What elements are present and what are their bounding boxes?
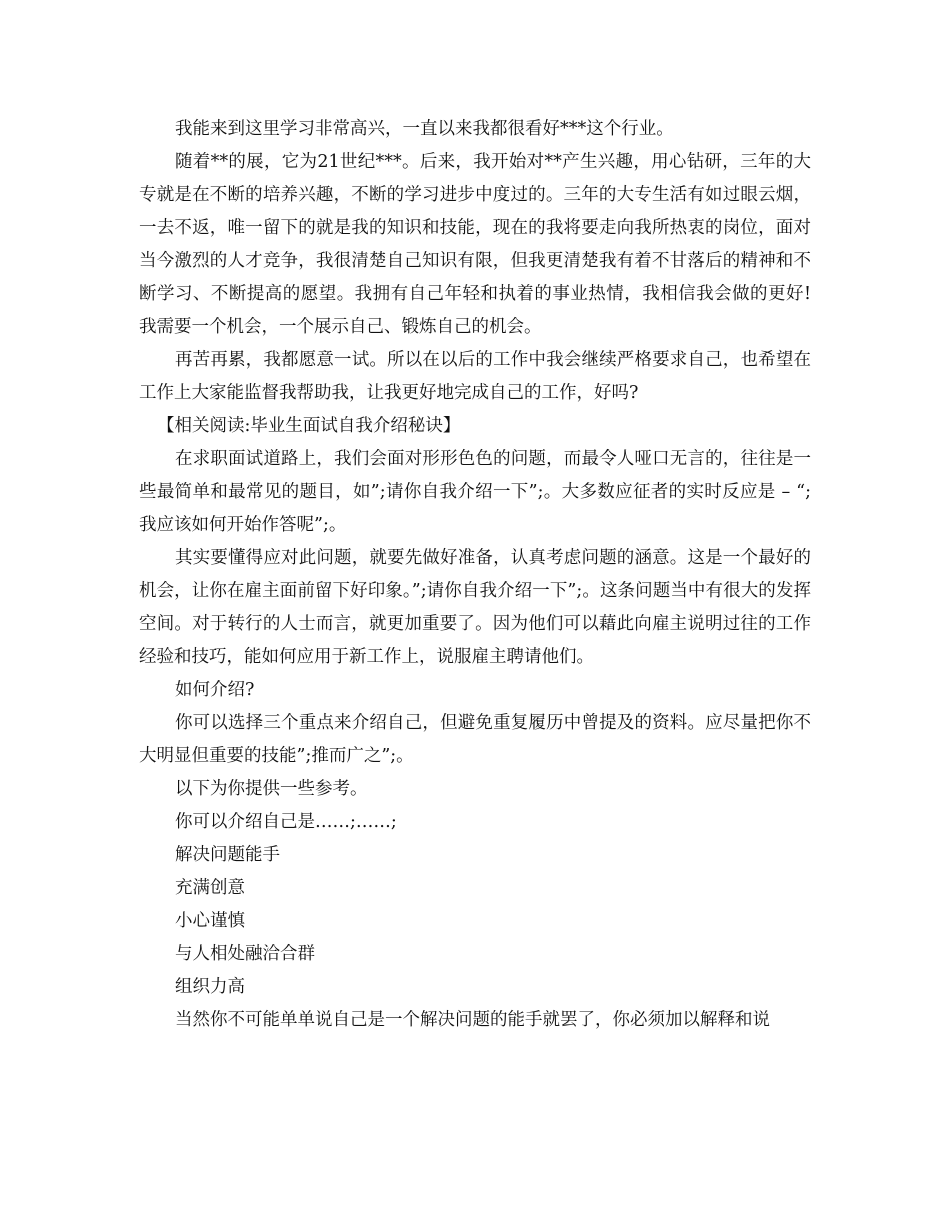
paragraph-commitment: 再苦再累，我都愿意一试。所以在以后的工作中我会继续严格要求自己，也希望在工作上大家能监督我帮助我，让我更好地完成自己的工作，好吗? (139, 350, 811, 403)
paragraph-introduce-yourself-as: 你可以介绍自己是……;……; (175, 812, 397, 832)
paragraph-interview-question: 在求职面试道路上，我们会面对形形色色的问题，而最令人哑口无言的，往往是一些最简单和最常见的题目，如”;请你自我介绍一下”;。大多数应征者的实时反应是 – “;我应该如何开始作答呢”;。 (139, 449, 811, 535)
list-item-careful: 小心谨慎 (175, 911, 245, 931)
paragraph-explanation: 当然你不可能单单说自己是一个解决问题的能手就罢了，你必须加以解释和说 (175, 1010, 770, 1030)
paragraph-three-points: 你可以选择三个重点来介绍自己，但避免重复履历中曾提及的资料。应尽量把你不大明显但重要的技能”;推而广之”;。 (139, 713, 811, 766)
list-item-creative: 充满创意 (175, 878, 245, 898)
paragraph-intro: 我能来到这里学习非常高兴，一直以来我都很看好***这个行业。 (175, 119, 674, 139)
document-body (139, 113, 811, 1037)
subheading-how-to-introduce: 如何介绍? (175, 680, 255, 700)
paragraph-reference-intro: 以下为你提供一些参考。 (175, 779, 368, 799)
list-item-problem-solver: 解决问题能手 (175, 845, 280, 865)
section-heading-related-reading: 【相关阅读:毕业生面试自我介绍秘诀】 (157, 416, 461, 436)
paragraph-preparation: 其实要懂得应对此问题，就要先做好准备，认真考虑问题的涵意。这是一个最好的机会，让你在雇主面前留下好印象。”;请你自我介绍一下”;。这条问题当中有很大的发挥空间。对于转行的人士而言，就更加重要了。因为他们可以藉此向雇主说明过往的工作经验和技巧，能如何应用于新工作上，说服雇主聘请他们。 (139, 548, 811, 667)
list-item-sociable: 与人相处融洽合群 (175, 944, 315, 964)
list-item-organized: 组织力高 (175, 977, 245, 997)
paragraph-background: 随着**的展，它为21世纪***。后来，我开始对**产生兴趣，用心钻研，三年的大专就是在不断的培养兴趣，不断的学习进步中度过的。三年的大专生活有如过眼云烟，一去不返，唯一留下的就是我的知识和技能，现在的我将要走向我所热衷的岗位，面对当今激烈的人才竞争，我很清楚自己知识有限，但我更清楚我有着不甘落后的精神和不断学习、不断提高的愿望。我拥有自己年轻和执着的事业热情，我相信我会做的更好!我需要一个机会，一个展示自己、锻炼自己的机会。 (139, 152, 811, 337)
